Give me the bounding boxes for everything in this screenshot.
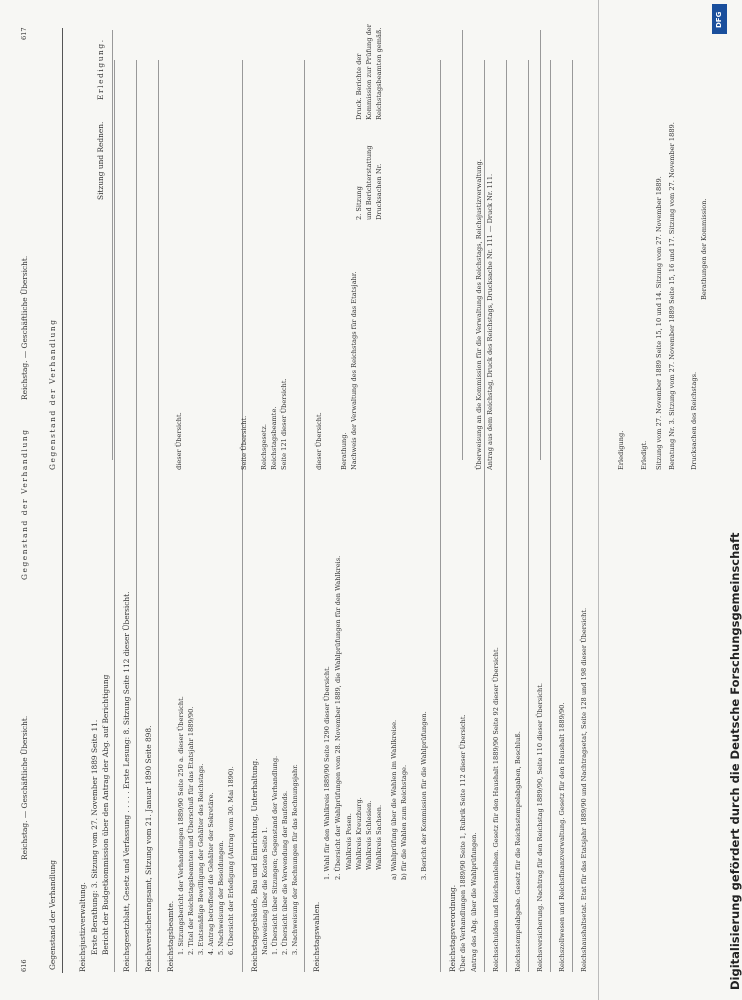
left-line-22: Wahlkreis Kreuzburg. xyxy=(355,797,363,870)
right-line-5: Seite 121 dieser Übersicht. xyxy=(280,378,288,470)
left-line-9: 3. Etatsmäßige Bewilligung der Gehälter des Reichstags. xyxy=(197,763,205,955)
right-note-5: Kommission zur Prüfung der xyxy=(365,24,373,120)
right-line-1: dieser Übersicht. xyxy=(175,412,183,470)
right-line-15: Beratung Nr. 3. Sitzung vom 27. November 1889 Seite 15, 16 und 17. Sitzung vom 27. November 1889. xyxy=(668,122,676,470)
right-line-8: Nachweis der Verwaltung des Reichstags für das Etatsjahr. xyxy=(350,271,358,470)
left-column-head-right: Gegenstand der Verhandlung xyxy=(20,428,29,580)
left-line-10: 4. Antrag betreffend die Gehälter der Sekretäre. xyxy=(207,792,215,955)
right-note-6: Reichstagsbeamten gemäß. xyxy=(375,27,383,120)
right-note-1: 2. Sitzung xyxy=(355,186,363,220)
right-column-sitzung: Sitzung und Rednen. xyxy=(96,121,105,200)
right-line-9: Überweisung an die Kommission für die Verwaltung des Reichstags, Reichsjustizverwaltung. xyxy=(475,159,483,470)
right-note-4: Druck. Berichte der xyxy=(355,53,363,120)
left-line-19: 1. Wahl für den Wahlkreis 1889/90 Seite 1290 dieser Übersicht. xyxy=(323,666,331,880)
right-column-erledigung: Erledigung. xyxy=(96,38,105,100)
left-page-header: Reichstag. — Geschäftliche Übersicht. xyxy=(20,715,29,860)
dfg-credit-text: Digitalisierung gefördert durch die Deutsche Forschungsgemeinschaft xyxy=(728,532,742,990)
left-line-30: Antrag des Abg. über die Wahlprüfungen. xyxy=(470,832,478,972)
right-line-2: Seite Übersicht. xyxy=(240,415,248,470)
left-line-29: Über die Verhandlungen 1889/90 Seite 1, Rubrik Seite 112 dieser Übersicht. xyxy=(459,714,467,972)
left-line-11: 5. Nachweisung der Besoldungen. xyxy=(217,840,225,955)
left-line-31: Reichsschulden und Reichsanleihen. Gesetz für den Haushalt 1889/90 Seite 92 dieser Übersicht. xyxy=(492,647,500,972)
left-line-18: Reichstagswahlen. xyxy=(312,901,321,972)
left-line-3: Bericht der Budgetkommission über den Antrag der Abg. auf Berichtigung xyxy=(101,674,110,955)
left-column-head: Gegenstand der Verhandlung xyxy=(48,860,57,970)
dfg-sidebar xyxy=(711,0,729,1000)
left-line-21: Wahlkreis Posen. xyxy=(345,813,353,870)
left-line-4: Reichsgesetzblatt, Gesetz und Verfassung . . . . . Erste Lesung: 8. Sitzung Seite 112 dieser Übersicht. xyxy=(122,591,131,972)
right-line-14: Erledigt. xyxy=(640,440,648,470)
left-line-32: Reichsstempelabgabe. Gesetz für die Reichsstempelabgaben, Beschluß. xyxy=(514,731,522,972)
left-line-15: 1. Übersicht über Sitzungen; Gegenstand der Verhandlung. xyxy=(271,755,279,955)
left-line-33: Reichsversicherung. Nachtrag für den Reichstag 1889/90, Seite 110 dieser Übersicht. xyxy=(536,683,544,972)
right-line-6: dieser Übersicht. xyxy=(315,412,323,470)
right-line-3: Reichsgesetz. xyxy=(260,424,268,470)
right-line-7: Berathung. xyxy=(340,432,348,470)
left-line-25: a) Wahlprüfung über die Wahlen im Wahlkreise. xyxy=(390,719,398,880)
left-line-7: 1. Sitzungsbericht der Verhandlungen 1889/90 Seite 250 a. dieser Übersicht. xyxy=(177,696,185,955)
right-line-12: Drucksachen des Reichstags. xyxy=(690,371,698,470)
right-line-13: Erledigung. xyxy=(617,430,625,470)
left-line-1: Reichsjustizverwaltung. xyxy=(78,882,87,972)
left-line-17: 3. Nachweisung der Rechnungen für das Rechnungsjahr. xyxy=(291,764,299,955)
right-note-2: und Berichterstattung xyxy=(365,145,373,220)
left-line-34: Reichszollwesen und Reichsfinanzverwaltung. Gesetz für den Haushalt 1889/90. xyxy=(558,702,566,972)
right-note-3: Drucksachen Nr. xyxy=(375,163,383,220)
left-line-5: Reichsversicherungsamt, Sitzung vom 21. Januar 1890 Seite 898. xyxy=(144,725,153,972)
left-line-6: Reichstagsbeamte. xyxy=(166,900,175,972)
page-gutter xyxy=(598,0,599,1000)
left-line-23: Wahlkreis Schlesien. xyxy=(365,800,373,870)
left-header-rule xyxy=(62,28,63,973)
left-line-28: Reichstagsverordnung. xyxy=(448,884,457,972)
left-line-13: Reichstagsgebäude, Bau und Einrichtung, Unterhaltung. xyxy=(250,758,259,972)
left-line-16: 2. Übersicht über die Verwendung der Baufonds. xyxy=(281,790,289,955)
left-line-14: Nachweisung über die Kosten Seite 1. xyxy=(261,827,269,955)
right-column-left: Gegenstand der Verhandlung xyxy=(48,318,57,470)
left-line-27: 3. Bericht der Kommission für die Wahlprüfungen. xyxy=(420,711,428,880)
right-line-11: Sitzung vom 27. November 1889 Seite 15, 10 und 14. Sitzung vom 27. November 1889. xyxy=(655,176,663,470)
right-page-number: 617 xyxy=(20,27,28,40)
left-line-24: Wahlkreis Sachsen. xyxy=(375,804,383,870)
right-line-16: Berathungen der Kommission. xyxy=(700,198,708,300)
left-page-number: 616 xyxy=(20,959,28,972)
left-line-2: Erste Berathung: 3. Sitzung vom 27. November 1889 Seite 11. xyxy=(90,719,99,955)
left-line-26: b) für die Wahlen zum Reichstage. xyxy=(400,764,408,880)
left-line-20: 2. Übersicht der Wahlprüfungen vom 28. November 1889, die Wahlprüfungen für den Wahlkreis. xyxy=(334,555,342,880)
dfg-logo-icon: DFG xyxy=(712,4,727,34)
right-page-header: Reichstag. — Geschäftliche Übersicht. xyxy=(20,255,29,400)
left-line-35: Reichshaushaltsetat. Etat für das Etatsjahr 1889/90 und Nachtragsetat, Seite 128 und 198 dieser Übersicht. xyxy=(580,607,588,972)
left-line-8: 2. Titel der Reichstagsbeamten und Überschuß für das Etatsjahr 1889/90. xyxy=(187,706,195,955)
right-line-10: Antrag aus dem Reichstag, Druck des Reichstags, Drucksache Nr. 111 — Druck Nr. 111. xyxy=(486,173,494,470)
right-line-4: Reichstagsbeamte. xyxy=(270,406,278,470)
left-line-12: 6. Übersicht der Erledigung (Antrag vom 30. Mai 1890). xyxy=(227,766,235,955)
